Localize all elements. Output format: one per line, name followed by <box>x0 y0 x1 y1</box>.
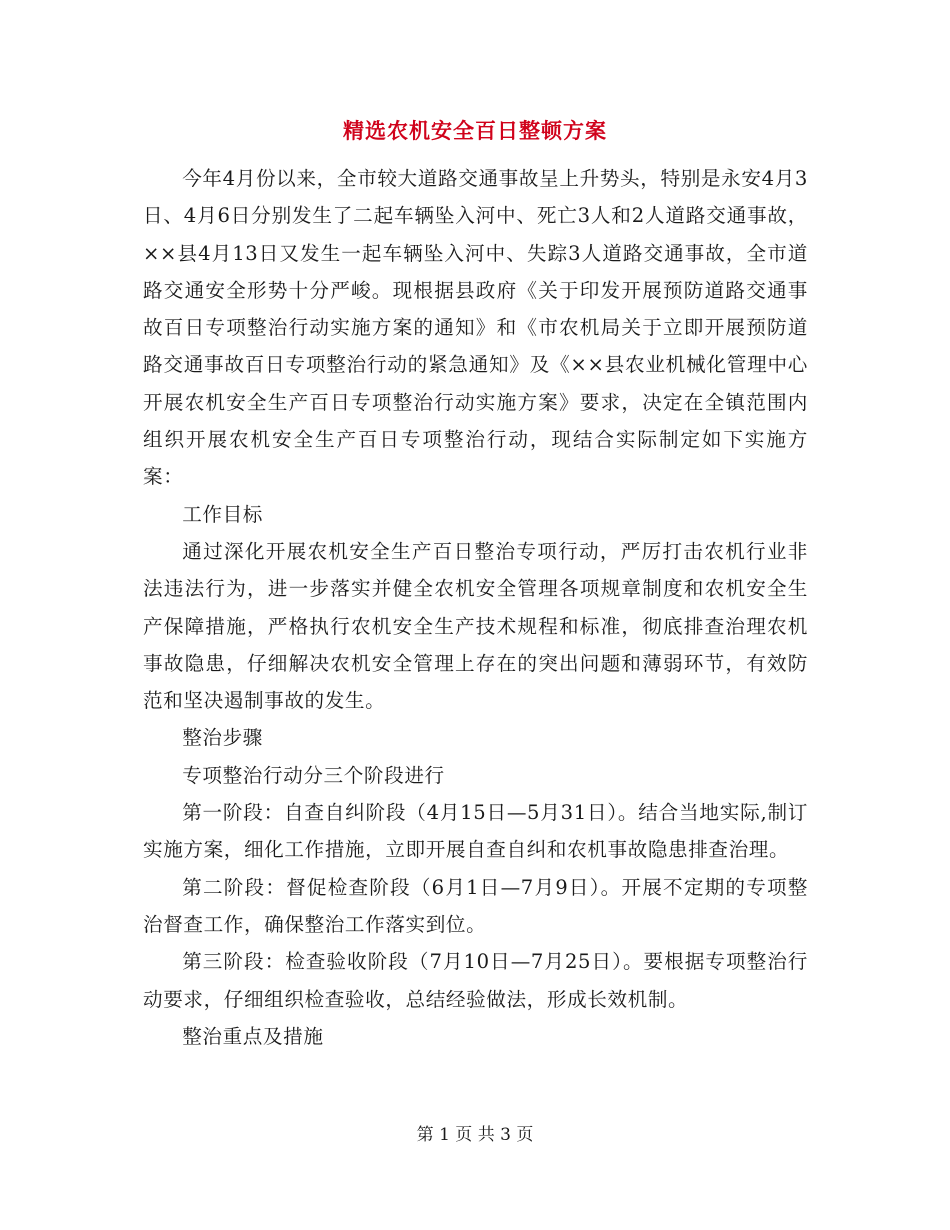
section-heading-goal: 工作目标 <box>182 502 263 526</box>
goal-paragraph: 通过深化开展农机安全生产百日整治专项行动，严厉打击农机行业非法违法行为，进一步落实并健全农机安全管理各项规章制度和农机安全生产保障措施，严格执行农机安全生产技术规程和标准，彻底排查治理农机事故隐患，仔细解决农机安全管理上存在的突出问题和薄弱环节，有效防范和坚决遏制事故的发生。 <box>143 539 808 713</box>
document-title: 精选农机安全百日整顿方案 <box>343 118 607 143</box>
section-heading-steps: 整治步骤 <box>182 726 263 750</box>
phase-one-paragraph: 第一阶段：自查自纠阶段（4月15日—5月31日）。结合当地实际,制订实施方案，细化工作措施，立即开展自查自纠和农机事故隐患排查治理。 <box>143 801 808 862</box>
phase-three-paragraph: 第三阶段：检查验收阶段（7月10日—7月25日）。要根据专项整治行动要求，仔细组织检查验收，总结经验做法，形成长效机制。 <box>143 950 808 1011</box>
section-heading-measures: 整治重点及措施 <box>182 1024 324 1048</box>
page-number-footer: 第 1 页 共 3 页 <box>416 1125 534 1145</box>
phase-two-paragraph: 第二阶段：督促检查阶段（6月1日—7月9日）。开展不定期的专项整治督查工作，确保整治工作落实到位。 <box>143 875 808 936</box>
document-body <box>143 160 808 1055</box>
intro-paragraph: 今年4月份以来，全市较大道路交通事故呈上升势头，特别是永安4月3日、4月6日分别发生了二起车辆坠入河中、死亡3人和2人道路交通事故，××县4月13日又发生一起车辆坠入河中、失踪3人道路交通事故，全市道路交通安全形势十分严峻。现根据县政府《关于印发开展预防道路交通事故百日专项整治行动实施方案的通知》和《市农机局关于立即开展预防道路交通事故百日专项整治行动的紧急通知》及《××县农业机械化管理中心开展农机安全生产百日专项整治行动实施方案》要求，决定在全镇范围内组织开展农机安全生产百日专项整治行动，现结合实际制定如下实施方案： <box>143 167 808 489</box>
steps-intro-paragraph: 专项整治行动分三个阶段进行 <box>182 763 445 787</box>
